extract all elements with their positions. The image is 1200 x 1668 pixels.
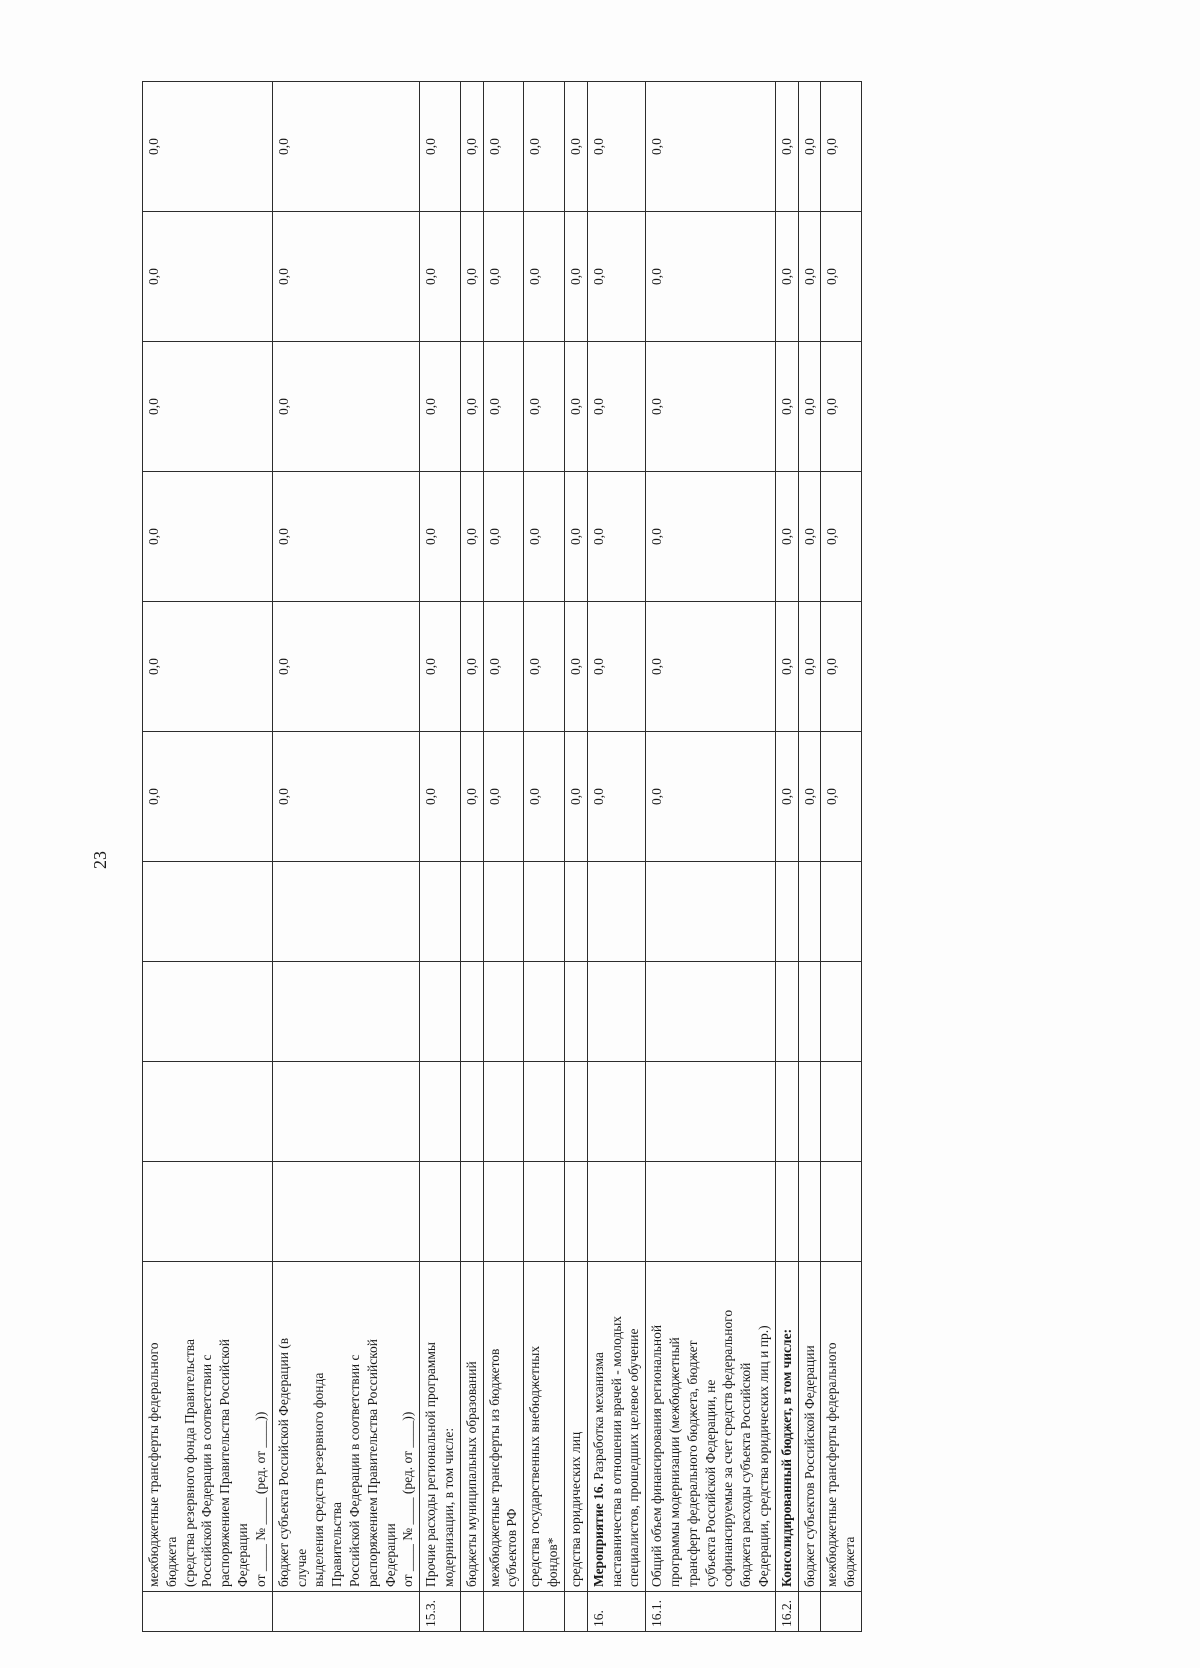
table-row xyxy=(524,82,565,1632)
value-cell: 0,0 xyxy=(775,472,798,602)
value-cell: 0,0 xyxy=(798,602,821,732)
table-row xyxy=(460,82,483,1632)
value-cell: 0,0 xyxy=(587,602,645,732)
value-cell xyxy=(646,862,776,962)
value-cell xyxy=(420,962,461,1062)
value-cell: 0,0 xyxy=(420,472,461,602)
table-row xyxy=(143,82,273,1632)
description-line: модернизации, в том числе: xyxy=(441,1427,456,1587)
value-cell: 0,0 xyxy=(143,602,273,732)
row-description xyxy=(564,1262,587,1592)
value-cell: 0,0 xyxy=(646,732,776,862)
description-line: фондов* xyxy=(545,1537,561,1587)
row-description xyxy=(420,1262,461,1592)
table-row xyxy=(564,82,587,1632)
value-cell xyxy=(460,962,483,1062)
value-cell xyxy=(272,962,420,1062)
value-cell xyxy=(460,862,483,962)
row-description xyxy=(775,1262,798,1592)
value-cell: 0,0 xyxy=(483,342,524,472)
value-cell: 0,0 xyxy=(775,602,798,732)
value-cell: 0,0 xyxy=(821,342,862,472)
row-number xyxy=(460,1592,483,1632)
description-line: бюджет субъекта Российской Федерации (в xyxy=(275,1337,291,1587)
value-cell: 0,0 xyxy=(460,602,483,732)
table-row xyxy=(775,82,798,1632)
value-cell xyxy=(821,962,862,1062)
description-line: субъектов РФ xyxy=(504,1508,520,1587)
value-cell: 0,0 xyxy=(272,342,420,472)
row-number: 16. xyxy=(587,1592,645,1632)
value-cell: 0,0 xyxy=(420,732,461,862)
row-number xyxy=(272,1592,420,1632)
value-cell xyxy=(798,1062,821,1162)
value-cell xyxy=(821,1062,862,1162)
description-line: Консолидированный бюджет, в том числе: xyxy=(778,1328,794,1587)
row-description xyxy=(143,1262,273,1592)
value-cell: 0,0 xyxy=(587,342,645,472)
description-line: Российской Федерации в соответствии с xyxy=(199,1354,215,1587)
value-cell: 0,0 xyxy=(143,472,273,602)
value-cell xyxy=(564,1062,587,1162)
row-description xyxy=(798,1262,821,1592)
table-row xyxy=(587,82,645,1632)
value-cell xyxy=(587,862,645,962)
value-cell: 0,0 xyxy=(646,602,776,732)
row-number xyxy=(821,1592,862,1632)
value-cell xyxy=(564,1162,587,1262)
description-line: распоряжением Правительства Российской xyxy=(217,1338,233,1587)
bold-prefix: Мероприятие 16. xyxy=(590,1479,606,1587)
description-line: наставничества в отношении врачей - молодых xyxy=(608,1315,624,1587)
value-cell: 0,0 xyxy=(143,732,273,862)
value-cell: 0,0 xyxy=(524,732,565,862)
value-cell: 0,0 xyxy=(460,82,483,212)
description-line: межбюджетные трансферты федерального xyxy=(824,1342,840,1587)
value-cell: 0,0 xyxy=(272,472,420,602)
value-cell: 0,0 xyxy=(524,342,565,472)
value-cell: 0,0 xyxy=(646,472,776,602)
page-number: 23 xyxy=(90,851,110,869)
value-cell: 0,0 xyxy=(143,82,273,212)
value-cell: 0,0 xyxy=(483,82,524,212)
description-line: от ____ № ____ (ред. от ____)) xyxy=(400,1411,416,1587)
value-cell: 0,0 xyxy=(272,602,420,732)
row-number xyxy=(564,1592,587,1632)
value-cell: 0,0 xyxy=(524,82,565,212)
value-cell: 0,0 xyxy=(524,602,565,732)
row-number xyxy=(483,1592,524,1632)
description-line: случае xyxy=(293,1548,309,1587)
value-cell xyxy=(798,962,821,1062)
description-line: субъекта Российской Федерации, не xyxy=(702,1379,718,1587)
row-description xyxy=(524,1262,565,1592)
value-cell xyxy=(646,962,776,1062)
description-line: бюджета расходы субъекта Российской xyxy=(738,1362,754,1587)
value-cell xyxy=(143,862,273,962)
value-cell: 0,0 xyxy=(587,472,645,602)
description-line: программы модернизации (межбюджетный xyxy=(666,1337,682,1587)
financing-table xyxy=(142,81,862,1632)
value-cell: 0,0 xyxy=(483,472,524,602)
description-line: от ____ № ____ (ред. от ____)) xyxy=(252,1411,268,1587)
description-line: трансферт федерального бюджета, бюджет xyxy=(684,1340,700,1587)
value-cell xyxy=(821,862,862,962)
value-cell: 0,0 xyxy=(272,212,420,342)
value-cell: 0,0 xyxy=(587,82,645,212)
table-row xyxy=(821,82,862,1632)
value-cell: 0,0 xyxy=(564,342,587,472)
value-cell: 0,0 xyxy=(775,82,798,212)
table-row xyxy=(798,82,821,1632)
value-cell: 0,0 xyxy=(798,342,821,472)
value-cell xyxy=(143,1162,273,1262)
value-cell xyxy=(587,962,645,1062)
value-cell xyxy=(420,1062,461,1162)
value-cell xyxy=(272,862,420,962)
description-line: бюджет субъектов Российской Федерации xyxy=(801,1345,817,1587)
table-row xyxy=(483,82,524,1632)
value-cell: 0,0 xyxy=(420,82,461,212)
table-body xyxy=(143,82,862,1632)
value-cell: 0,0 xyxy=(420,602,461,732)
row-number: 15.3. xyxy=(420,1592,461,1632)
description-line: Российской Федерации в соответствии с xyxy=(346,1354,362,1587)
row-description xyxy=(821,1262,862,1592)
value-cell xyxy=(798,862,821,962)
value-cell xyxy=(460,1062,483,1162)
value-cell: 0,0 xyxy=(483,732,524,862)
value-cell xyxy=(143,962,273,1062)
description-line: межбюджетные трансферты из бюджетов xyxy=(486,1348,502,1587)
value-cell xyxy=(272,1062,420,1162)
description-line: бюджета xyxy=(163,1536,179,1587)
row-number xyxy=(524,1592,565,1632)
value-cell: 0,0 xyxy=(798,732,821,862)
table-row xyxy=(420,82,461,1632)
description-line: бюджеты муниципальных образований xyxy=(463,1361,479,1587)
description-line: средства государственных внебюджетных xyxy=(527,1345,543,1587)
value-cell xyxy=(483,862,524,962)
value-cell xyxy=(524,1162,565,1262)
description-line: специалистов, прошедших целевое обучение xyxy=(626,1328,642,1587)
value-cell: 0,0 xyxy=(775,732,798,862)
value-cell: 0,0 xyxy=(798,212,821,342)
value-cell: 0,0 xyxy=(143,212,273,342)
description-line: выделения средств резервного фонда xyxy=(311,1372,327,1587)
value-cell: 0,0 xyxy=(587,732,645,862)
value-cell xyxy=(587,1062,645,1162)
value-cell xyxy=(524,1062,565,1162)
value-cell: 0,0 xyxy=(460,342,483,472)
value-cell xyxy=(460,1162,483,1262)
value-cell: 0,0 xyxy=(564,82,587,212)
value-cell xyxy=(143,1062,273,1162)
row-description xyxy=(272,1262,420,1592)
value-cell xyxy=(483,1062,524,1162)
value-cell: 0,0 xyxy=(821,82,862,212)
row-description xyxy=(460,1262,483,1592)
value-cell: 0,0 xyxy=(646,342,776,472)
description-line: Правительства xyxy=(329,1502,345,1587)
description-line: Общий объем финансирования региональной xyxy=(649,1324,665,1587)
description-line: Федерации, средства юридических лиц и пр.) xyxy=(756,1325,771,1587)
description-line: Федерации xyxy=(235,1523,251,1587)
value-cell: 0,0 xyxy=(564,212,587,342)
value-cell: 0,0 xyxy=(460,472,483,602)
row-number xyxy=(143,1592,273,1632)
value-cell: 0,0 xyxy=(798,82,821,212)
value-cell xyxy=(587,1162,645,1262)
value-cell xyxy=(483,962,524,1062)
value-cell xyxy=(821,1162,862,1262)
value-cell: 0,0 xyxy=(460,212,483,342)
value-cell xyxy=(420,862,461,962)
value-cell: 0,0 xyxy=(775,212,798,342)
value-cell xyxy=(272,1162,420,1262)
description-line: распоряжением Правительства Российской xyxy=(364,1338,380,1587)
value-cell: 0,0 xyxy=(564,732,587,862)
value-cell: 0,0 xyxy=(775,342,798,472)
value-cell xyxy=(775,1062,798,1162)
value-cell: 0,0 xyxy=(524,212,565,342)
value-cell: 0,0 xyxy=(483,212,524,342)
rotated-table-container xyxy=(142,82,1002,1632)
value-cell xyxy=(483,1162,524,1262)
description-line: бюджета xyxy=(842,1536,858,1587)
value-cell xyxy=(775,1162,798,1262)
value-cell: 0,0 xyxy=(460,732,483,862)
value-cell: 0,0 xyxy=(821,732,862,862)
description-line: софинансируемые за счет средств федерального xyxy=(720,1309,736,1587)
description-line: Федерации xyxy=(382,1523,398,1587)
row-description xyxy=(587,1262,645,1592)
row-number: 16.1. xyxy=(646,1592,776,1632)
value-cell: 0,0 xyxy=(821,212,862,342)
value-cell xyxy=(646,1062,776,1162)
value-cell xyxy=(775,962,798,1062)
value-cell xyxy=(564,962,587,1062)
value-cell: 0,0 xyxy=(420,212,461,342)
value-cell: 0,0 xyxy=(798,472,821,602)
value-cell xyxy=(775,862,798,962)
value-cell: 0,0 xyxy=(143,342,273,472)
row-number: 16.2. xyxy=(775,1592,798,1632)
value-cell xyxy=(798,1162,821,1262)
row-description xyxy=(483,1262,524,1592)
value-cell xyxy=(420,1162,461,1262)
value-cell xyxy=(524,962,565,1062)
value-cell xyxy=(646,1162,776,1262)
value-cell: 0,0 xyxy=(821,472,862,602)
table-row xyxy=(272,82,420,1632)
value-cell: 0,0 xyxy=(564,472,587,602)
value-cell: 0,0 xyxy=(821,602,862,732)
description-line: (средства резервного фонда Правительства xyxy=(181,1339,197,1587)
value-cell xyxy=(524,862,565,962)
table-row xyxy=(646,82,776,1632)
value-cell xyxy=(564,862,587,962)
description-line: средства юридических лиц xyxy=(567,1431,583,1587)
value-cell: 0,0 xyxy=(646,212,776,342)
description-line: Прочие расходы региональной программы xyxy=(423,1342,439,1587)
row-number xyxy=(798,1592,821,1632)
value-cell: 0,0 xyxy=(524,472,565,602)
description-line: Мероприятие 16. Разработка механизма xyxy=(590,1352,606,1587)
row-description xyxy=(646,1262,776,1592)
value-cell: 0,0 xyxy=(272,82,420,212)
description-line: межбюджетные трансферты федерального xyxy=(146,1342,161,1587)
value-cell: 0,0 xyxy=(272,732,420,862)
value-cell: 0,0 xyxy=(420,342,461,472)
value-cell: 0,0 xyxy=(587,212,645,342)
value-cell: 0,0 xyxy=(564,602,587,732)
value-cell: 0,0 xyxy=(483,602,524,732)
value-cell: 0,0 xyxy=(646,82,776,212)
